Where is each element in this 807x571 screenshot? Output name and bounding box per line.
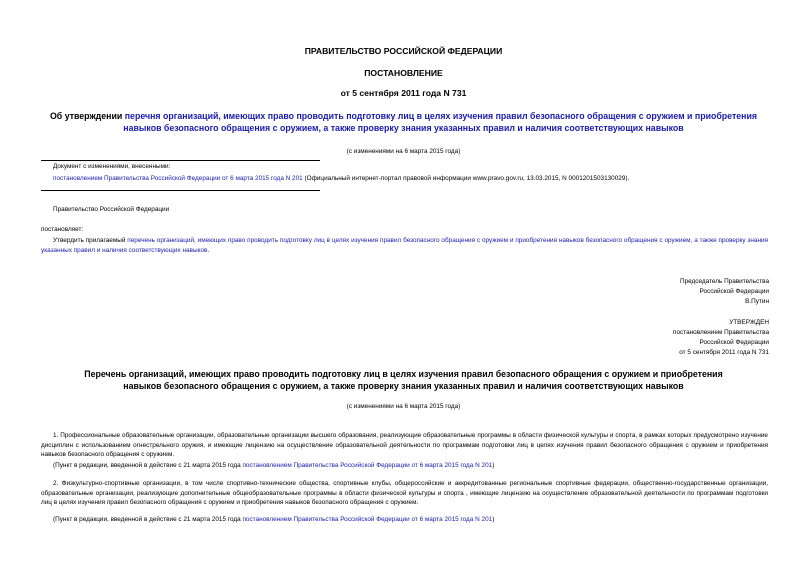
approved-line-4: от 5 сентября 2011 года N 731 xyxy=(679,349,769,356)
issuer: Правительство Российской Федерации xyxy=(53,206,170,213)
list-item-2-note-prefix: (Пункт в редакции, введенной в действие с 21 марта 2015 года xyxy=(53,516,243,523)
document-title-link[interactable]: перечня организаций, имеющих право проводить подготовку лиц в целях изучения правил безопасного обращения с оружием и приобретения навыков безопасного обращения с оружием, а также проверку знания указанных правил и наличия соответствующих навыков xyxy=(123,111,758,133)
approve-paragraph xyxy=(41,236,768,255)
list-item-1-text: 1. Профессиональные образовательные организации, образовательные организации высшего образования, реализующие образовательные программы в области физической культуры и спорта, в рамках которых предусмотрено изучение дисциплин с использованием огнестрельного оружия, и имеющие лицензию на осуществление образовательной деятельности по программам подготовки лиц в целях изучения правил безопасного обращения с оружием и приобретения навыков безопасного обращения с оружием. xyxy=(41,432,768,458)
list-item-1 xyxy=(41,431,768,460)
signature-block xyxy=(680,277,769,307)
signature-line-1: Председатель Правительства xyxy=(680,278,769,285)
list-item-2-note-suffix: ) xyxy=(492,516,495,523)
approved-line-2: постановлением Правительства xyxy=(673,329,769,336)
list-item-1-note-link[interactable]: постановлением Правительства Российской Федерации от 6 марта 2015 года N 201 xyxy=(242,462,493,469)
list-item-2-text: 2. Физкультурно-спортивные организации, в том числе спортивно-технические общества, спортивные клубы, общероссийские и аккредитованные региональные спортивные федерации, общественно-государственные организации, образовательные организации, реализующие дополнительные общеобразовательные программы в области физической культуры и спорта , имеющие лицензию на осуществление образовательной деятельности по программам подготовки лиц в целях изучения правил безопасного обращения с оружием и приобретения навыков безопасного обращения с оружием. xyxy=(41,480,768,506)
document-title-prefix: Об утверждении xyxy=(49,111,125,121)
changes-source: (Официальный интернет-портал правовой информации www.pravo.gov.ru, 13.03.2015, N 0001201503130029). xyxy=(302,175,630,182)
list-title: Перечень организаций, имеющих право проводить подготовку лиц в целях изучения правил безопасного обращения с оружием и приобретения навыков безопасного обращения с оружием, а также проверку знания указанных правил и наличия соответствующих навыков xyxy=(84,369,723,391)
approved-line-1: УТВЕРЖДЕН xyxy=(729,319,769,326)
title-amended-note: (с изменениями на 6 марта 2015 года) xyxy=(346,148,461,155)
list-item-2 xyxy=(41,479,768,508)
signature-line-2: Российской Федерации xyxy=(699,288,769,295)
changes-link[interactable]: постановлением Правительства Российской Федерации от 6 марта 2015 года N 201 xyxy=(53,175,303,182)
approved-line-3: Российской Федерации xyxy=(699,339,769,346)
government-header: ПРАВИТЕЛЬСТВО РОССИЙСКОЙ ФЕДЕРАЦИИ xyxy=(304,46,503,56)
divider-bottom xyxy=(41,190,320,191)
document-type: ПОСТАНОВЛЕНИЕ xyxy=(364,68,443,78)
divider-top xyxy=(41,160,320,161)
approve-prefix: Утвердить прилагаемый xyxy=(53,237,128,244)
list-item-1-note xyxy=(53,461,494,470)
approved-block xyxy=(673,318,769,358)
changes-intro: Документ с изменениями, внесенными: xyxy=(53,163,171,170)
document-date-number: от 5 сентября 2011 года N 731 xyxy=(340,88,467,98)
list-item-2-note xyxy=(53,515,494,524)
document-title xyxy=(36,111,771,134)
list-item-1-note-suffix: ) xyxy=(492,462,495,469)
resolves: постановляет: xyxy=(41,226,84,233)
approve-suffix: . xyxy=(207,246,210,254)
approve-link[interactable]: перечень организаций, имеющих право проводить подготовку лиц в целях изучения правил безопасного обращения с оружием и приобретения навыков безопасного обращения с оружием, а также проверку знания указанных правил и наличия соответствующих навыков xyxy=(41,237,768,254)
changes-line xyxy=(53,174,773,183)
signature-line-3: В.Путин xyxy=(745,298,769,305)
list-item-1-note-prefix: (Пункт в редакции, введенной в действие с 21 марта 2015 года xyxy=(53,462,243,469)
list-amended-note: (с изменениями на 6 марта 2015 года) xyxy=(346,403,461,410)
list-item-2-note-link[interactable]: постановлением Правительства Российской Федерации от 6 марта 2015 года N 201 xyxy=(242,516,493,523)
